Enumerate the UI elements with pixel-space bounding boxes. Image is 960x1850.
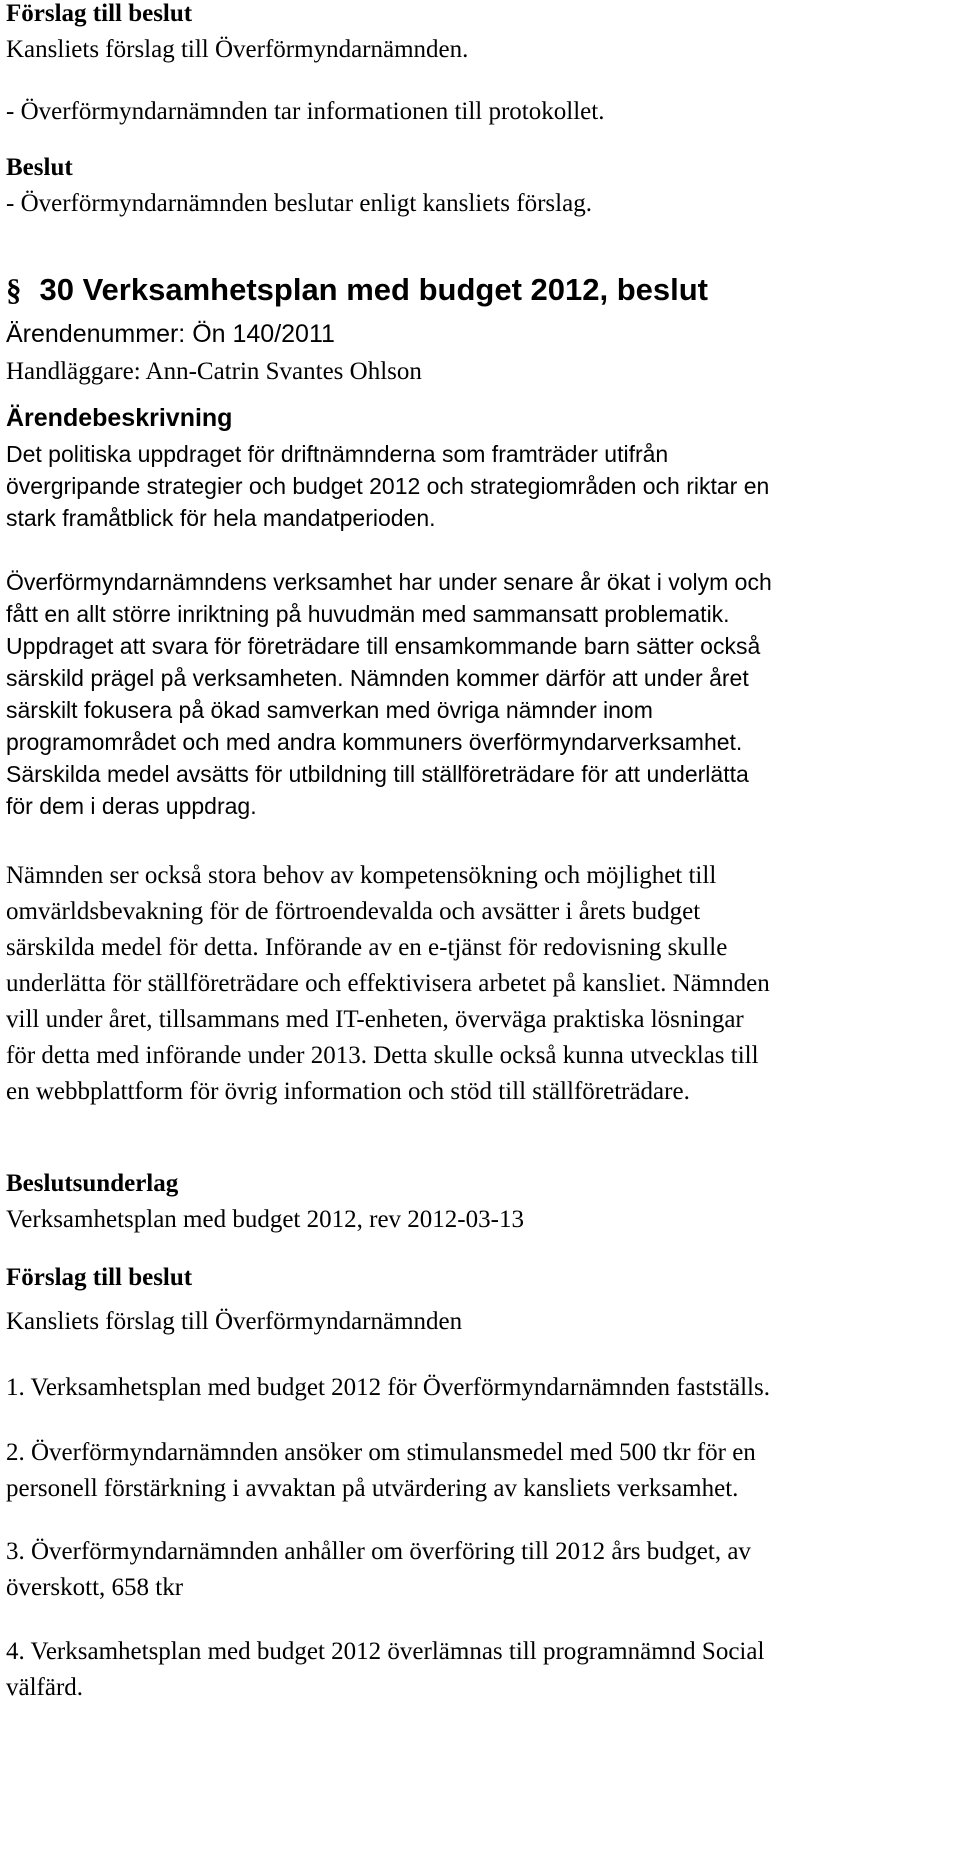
text-line: särskild prägel på verksamheten. Nämnden kommer därför att under året xyxy=(6,665,749,691)
text-line: övergripande strategier och budget 2012 och strategiområden och riktar en xyxy=(6,473,770,499)
text-line: 2. Överförmyndarnämnden ansöker om stimulansmedel med 500 tkr för en xyxy=(6,1439,756,1466)
text-line: stark framåtblick för hela mandatperioden. xyxy=(6,505,436,531)
text-line: 4. Verksamhetsplan med budget 2012 överlämnas till programnämnd Social xyxy=(6,1638,765,1665)
proposal-intro-top: Kansliets förslag till Överförmyndarnämnden. xyxy=(6,36,469,63)
decision-text: - Överförmyndarnämnden beslutar enligt kansliets förslag. xyxy=(6,190,592,217)
heading-decision-basis: Beslutsunderlag xyxy=(6,1170,179,1197)
text-line: underlätta för ställföreträdare och effektivisera arbetet på kansliet. Nämnden xyxy=(6,970,770,997)
text-line: särskilt fokusera på ökad samverkan med övriga nämnder inom xyxy=(6,697,653,723)
proposal-item-2 xyxy=(6,1435,954,1507)
text-line: Nämnden ser också stora behov av kompetensökning och möjlighet till xyxy=(6,862,717,889)
text-line: fått en allt större inriktning på huvudmän med sammansatt problematik. xyxy=(6,601,730,627)
proposal-item-top: - Överförmyndarnämnden tar informationen till protokollet. xyxy=(6,98,605,125)
text-line: Särskilda medel avsätts för utbildning till ställföreträdare för att underlätta xyxy=(6,761,749,787)
proposal-item-3 xyxy=(6,1534,954,1606)
text-line: särskilda medel för detta. Införande av en e-tjänst för redovisning skulle xyxy=(6,934,728,961)
description-paragraph-2 xyxy=(6,566,954,822)
heading-decision: Beslut xyxy=(6,154,73,181)
section-title: 30 Verksamhetsplan med budget 2012, beslut xyxy=(39,272,708,307)
text-line: 1. Verksamhetsplan med budget 2012 för Överförmyndarnämnden fastställs. xyxy=(6,1374,770,1401)
case-number: Ärendenummer: Ön 140/2011 xyxy=(6,320,335,348)
text-line: en webbplattform för övrig information och stöd till ställföreträdare. xyxy=(6,1078,690,1105)
description-paragraph-3 xyxy=(6,858,954,1110)
text-line: omvärldsbevakning för de förtroendevalda och avsätter i årets budget xyxy=(6,898,701,925)
text-line: programområdet och med andra kommuners överförmyndarverksamhet. xyxy=(6,729,743,755)
description-paragraph-1 xyxy=(6,438,954,534)
heading-proposal: Förslag till beslut xyxy=(6,1264,193,1291)
text-line: för dem i deras uppdrag. xyxy=(6,793,257,819)
decision-basis-text: Verksamhetsplan med budget 2012, rev 2012-03-13 xyxy=(6,1206,524,1233)
heading-description: Ärendebeskrivning xyxy=(6,404,233,432)
case-handler: Handläggare: Ann-Catrin Svantes Ohlson xyxy=(6,358,422,385)
text-line: 3. Överförmyndarnämnden anhåller om överföring till 2012 års budget, av xyxy=(6,1538,751,1565)
text-line: välfärd. xyxy=(6,1674,84,1701)
text-line: Uppdraget att svara för företrädare till ensamkommande barn sätter också xyxy=(6,633,761,659)
text-line: personell förstärkning i avvaktan på utvärdering av kansliets verksamhet. xyxy=(6,1475,739,1502)
paragraph-symbol: § xyxy=(6,272,22,307)
heading-proposal-top: Förslag till beslut xyxy=(6,0,193,27)
text-line: Överförmyndarnämndens verksamhet har under senare år ökat i volym och xyxy=(6,569,772,595)
text-line: överskott, 658 tkr xyxy=(6,1574,184,1601)
proposal-item-1 xyxy=(6,1370,954,1406)
proposal-intro: Kansliets förslag till Överförmyndarnämnden xyxy=(6,1308,463,1335)
text-line: för detta med införande under 2013. Detta skulle också kunna utvecklas till xyxy=(6,1042,759,1069)
section-heading xyxy=(6,270,708,310)
text-line: vill under året, tillsammans med IT-enheten, överväga praktiska lösningar xyxy=(6,1006,744,1033)
proposal-item-4 xyxy=(6,1634,954,1706)
text-line: Det politiska uppdraget för driftnämnderna som framträder utifrån xyxy=(6,441,669,467)
